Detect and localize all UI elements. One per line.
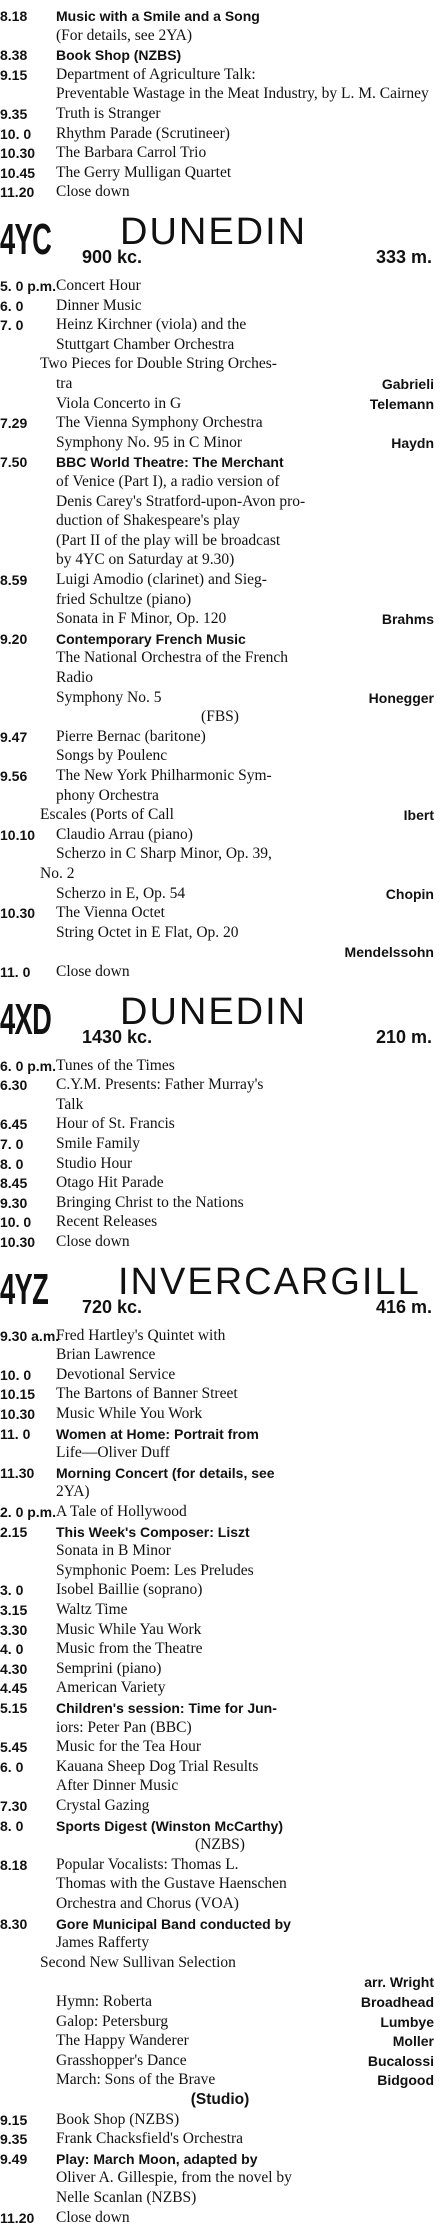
program-text: by 4YC on Saturday at 9.30) — [56, 551, 235, 569]
program-text: Crystal Gazing — [56, 1797, 150, 1814]
time-label: 7.50 — [0, 454, 28, 471]
station-header — [0, 992, 440, 1050]
schedule-row — [0, 1972, 440, 1992]
program-text: No. 2 — [40, 865, 75, 882]
program-text: Music While You Work — [56, 1405, 203, 1422]
time-label: 10.30 — [0, 1406, 36, 1422]
program-text: Viola Concerto in G — [56, 394, 182, 412]
schedule-row — [0, 648, 440, 668]
program-text: Brian Lawrence — [56, 1346, 156, 1364]
time-label: 9.35 — [0, 106, 28, 122]
program-text: The Vienna Octet — [56, 904, 165, 922]
program-text: Music with a Smile and a Song — [56, 8, 260, 24]
schedule-row — [0, 45, 440, 65]
schedule-row — [0, 1541, 440, 1561]
program-text: Close down — [56, 963, 130, 980]
program-text: Symphonic Poem: Les Preludes — [56, 1561, 254, 1579]
program-text: The Vienna Symphony Orchestra — [56, 414, 263, 432]
schedule-row — [0, 276, 440, 296]
schedule-row — [0, 570, 440, 590]
program-text: Second New Sullivan Selection — [40, 1953, 236, 1971]
composer-label: Lumbye — [380, 2013, 434, 2030]
time-label: 3.30 — [0, 1621, 28, 1638]
program-text: tra — [56, 375, 73, 392]
schedule-row — [0, 1424, 440, 1444]
schedule-row — [0, 2208, 440, 2228]
schedule-row — [0, 1737, 440, 1757]
schedule-row — [0, 394, 440, 414]
program-text: Hour of St. Francis — [56, 1115, 175, 1133]
program-text: (Part II of the play will be broadcast — [56, 531, 281, 549]
schedule-row — [0, 163, 440, 183]
time-label: 10.10 — [0, 826, 36, 843]
program-text: (For details, see 2YA) — [56, 26, 193, 44]
schedule-row — [0, 1384, 440, 1404]
schedule-row — [0, 1365, 440, 1385]
time-label: 7. 0 — [0, 1136, 24, 1152]
schedule-row — [0, 903, 440, 923]
schedule-row — [0, 746, 440, 766]
program-text: A Tale of Hollywood — [56, 1503, 187, 1520]
schedule-row — [0, 1522, 440, 1542]
station-header — [0, 1262, 440, 1320]
schedule-row — [0, 1620, 440, 1640]
program-text: Play: March Moon, adapted by — [56, 2150, 258, 2167]
schedule-row — [0, 688, 440, 708]
schedule-row — [0, 492, 440, 512]
program-text: Women at Home: Portrait from — [56, 1425, 259, 1442]
schedule-row — [0, 1193, 440, 1213]
schedule-row — [0, 1659, 440, 1679]
schedule-row — [0, 6, 440, 26]
schedule-row — [0, 668, 440, 688]
schedule-row — [0, 2051, 440, 2071]
schedule-row — [0, 590, 440, 610]
program-text: Pierre Bernac (baritone) — [56, 727, 206, 745]
station-wavelength: 333 m. — [375, 247, 432, 267]
schedule-row — [0, 1345, 440, 1365]
program-text: After Dinner Music — [56, 1777, 179, 1795]
composer-label: Gabrieli — [381, 376, 434, 392]
time-label: 11.20 — [0, 2209, 35, 2226]
schedule-row — [0, 2090, 440, 2110]
program-text: Rhythm Parade (Scrutineer) — [56, 124, 230, 142]
program-text: Two Pieces for Double String Orches- — [40, 355, 277, 373]
time-label: 10. 0 — [0, 125, 32, 142]
program-text: 2YA) — [56, 1483, 90, 1501]
time-label: 11. 0 — [0, 964, 31, 980]
time-label: 10. 0 — [0, 1214, 32, 1231]
time-label: 8. 0 — [0, 1155, 24, 1172]
program-text: Close down — [56, 2208, 130, 2226]
schedule-row — [0, 844, 440, 864]
program-text: Galop: Petersburg — [56, 2012, 169, 2030]
schedule-row — [0, 354, 440, 374]
program-text: Department of Agriculture Talk: — [56, 65, 256, 83]
time-label: 11. 0 — [0, 1425, 31, 1442]
program-text: (FBS) — [201, 708, 239, 726]
schedule-row — [0, 629, 440, 649]
program-text: Symphony No. 5 — [56, 688, 162, 706]
program-text: Songs by Poulenc — [56, 747, 168, 765]
time-label: 8.30 — [0, 1915, 28, 1932]
program-text: Orchestra and Chorus (VOA) — [56, 1895, 239, 1912]
time-label: 9.56 — [0, 768, 28, 784]
program-text: Thomas with the Gustave Haenschen — [56, 1875, 287, 1893]
schedule-row — [0, 335, 440, 355]
program-text: phony Orchestra — [56, 786, 159, 804]
schedule-row — [0, 26, 440, 46]
schedule-row — [0, 531, 440, 551]
program-text: Radio — [56, 669, 94, 686]
schedule-row — [0, 2149, 440, 2169]
program-text: Oliver A. Gillespie, from the novel by — [56, 2169, 292, 2187]
program-text: Frank Chacksfield's Orchestra — [56, 2130, 244, 2148]
station-frequency: 900 kc. — [82, 247, 143, 267]
schedule-row — [0, 1326, 440, 1346]
program-text: Gore Municipal Band conducted by — [56, 1915, 291, 1932]
time-label: 10.30 — [0, 1234, 36, 1250]
schedule-row — [0, 2070, 440, 2090]
schedule-row — [0, 2168, 440, 2188]
time-label: 3.15 — [0, 1602, 28, 1618]
time-label: 11.30 — [0, 1464, 35, 1481]
schedule-row — [0, 472, 440, 492]
program-text: The Gerry Mulligan Quartet — [56, 163, 232, 181]
station-callsign: 4XD — [0, 994, 52, 1044]
time-label: 9.30 — [0, 1194, 28, 1211]
schedule-row — [0, 2031, 440, 2051]
program-text: Truth is Stranger — [56, 105, 161, 122]
time-label: 8. 0 — [0, 1817, 24, 1834]
composer-label: Honegger — [368, 689, 434, 706]
time-label: 9.15 — [0, 66, 28, 83]
program-text: Tunes of the Times — [56, 1056, 175, 1074]
program-text: Hymn: Roberta — [56, 1993, 152, 2010]
program-text: Escales (Ports of Call — [40, 806, 174, 824]
schedule-row — [0, 1404, 440, 1424]
time-label: 8.18 — [0, 1856, 28, 1873]
schedule-row — [0, 1718, 440, 1738]
program-text: Luigi Amodio (clarinet) and Sieg- — [56, 571, 267, 588]
schedule-row — [0, 923, 440, 943]
schedule-row — [0, 1757, 440, 1777]
schedule-row — [0, 1914, 440, 1934]
schedule-row — [0, 511, 440, 531]
schedule-row — [0, 124, 440, 144]
time-label: 10.15 — [0, 1386, 36, 1403]
schedule-row — [0, 1835, 440, 1855]
program-text: Concert Hour — [56, 277, 141, 294]
schedule-row — [0, 1502, 440, 1522]
time-label: 8.18 — [0, 8, 28, 24]
schedule-row — [0, 884, 440, 904]
program-text: BBC World Theatre: The Merchant — [56, 454, 284, 471]
program-text: Semprini (piano) — [56, 1659, 162, 1677]
program-text: Music While Yau Work — [56, 1620, 202, 1638]
program-text: The Bartons of Banner Street — [56, 1385, 238, 1403]
schedule-row — [0, 1855, 440, 1875]
time-label: 7.30 — [0, 1798, 28, 1814]
program-text: James Rafferty — [56, 1934, 150, 1952]
schedule-row — [0, 2012, 440, 2032]
program-text: Recent Releases — [56, 1213, 158, 1231]
schedule-row — [0, 1232, 440, 1252]
schedule-row — [0, 609, 440, 629]
schedule-row — [0, 2110, 440, 2130]
schedule-row — [0, 143, 440, 163]
time-label: 4.45 — [0, 1680, 28, 1697]
schedule-row — [0, 1561, 440, 1581]
program-text: fried Schultze (piano) — [56, 590, 192, 608]
schedule-row — [0, 1154, 440, 1174]
schedule-row — [0, 296, 440, 316]
schedule-row — [0, 1075, 440, 1095]
schedule-row — [0, 707, 440, 727]
program-text: Otago Hit Parade — [56, 1174, 164, 1192]
program-text: duction of Shakespeare's play — [56, 512, 241, 530]
time-label: 4. 0 — [0, 1641, 24, 1658]
time-label: 6.30 — [0, 1077, 28, 1094]
time-label: 2.15 — [0, 1523, 28, 1540]
time-label: 6. 0 — [0, 297, 24, 314]
program-text: This Week's Composer: Liszt — [56, 1523, 250, 1540]
composer-label: Mendelssohn — [344, 944, 434, 961]
station-header — [0, 212, 440, 270]
schedule-row — [0, 182, 440, 202]
station-city: DUNEDIN — [120, 211, 308, 253]
schedule-row — [0, 1580, 440, 1600]
schedule-row — [0, 550, 440, 570]
program-text: Scherzo in E, Op. 54 — [56, 884, 186, 902]
time-label: 7. 0 — [0, 317, 24, 334]
time-label: 6. 0 p.m. — [0, 1057, 57, 1074]
program-text: Symphony No. 95 in C Minor — [56, 433, 243, 451]
program-text: Devotional Service — [56, 1365, 176, 1383]
program-text: The New York Philharmonic Sym- — [56, 767, 272, 784]
time-label: 9.47 — [0, 728, 28, 745]
program-text: (Studio) — [190, 2091, 250, 2108]
schedule-row — [0, 1134, 440, 1154]
schedule-row — [0, 452, 440, 472]
schedule-row — [0, 1776, 440, 1796]
program-text: Grasshopper's Dance — [56, 2051, 187, 2069]
program-text: Morning Concert (for details, see — [56, 1464, 275, 1481]
schedule-row — [0, 1698, 440, 1718]
program-text: Talk — [56, 1095, 84, 1113]
program-text: Music for the Tea Hour — [56, 1738, 201, 1756]
program-text: Nelle Scanlan (NZBS) — [56, 2189, 197, 2206]
program-text: Book Shop (NZBS) — [56, 47, 182, 64]
schedule-row — [0, 1114, 440, 1134]
schedule-row — [0, 1992, 440, 2012]
schedule-row — [0, 104, 440, 124]
time-label: 8.38 — [0, 47, 28, 64]
program-text: Music from the Theatre — [56, 1640, 203, 1658]
program-text: Bringing Christ to the Nations — [56, 1193, 244, 1211]
time-label: 9.49 — [0, 2150, 28, 2167]
program-text: (NZBS) — [195, 1836, 245, 1854]
schedule-row — [0, 1482, 440, 1502]
schedule-row — [0, 84, 440, 104]
composer-label: Haydn — [391, 434, 434, 451]
program-text: Sports Digest (Winston McCarthy) — [56, 1817, 283, 1834]
schedule-row — [0, 1874, 440, 1894]
schedule-row — [0, 1173, 440, 1193]
schedule-row — [0, 1816, 440, 1836]
schedule-row — [0, 374, 440, 394]
program-text: Contemporary French Music — [56, 630, 246, 647]
time-label: 10. 0 — [0, 1366, 32, 1383]
program-text: Sonata in F Minor, Op. 120 — [56, 610, 227, 628]
program-text: The Barbara Carrol Trio — [56, 144, 207, 162]
schedule-row — [0, 65, 440, 85]
composer-label: Bidgood — [377, 2072, 434, 2089]
time-label: 4.30 — [0, 1660, 28, 1677]
station-callsign: 4YZ — [0, 1264, 49, 1314]
schedule-row — [0, 1095, 440, 1115]
program-text: Claudio Arrau (piano) — [56, 825, 193, 843]
program-text: Fred Hartley's Quintet with — [56, 1326, 226, 1344]
composer-label: Broadhead — [360, 1994, 434, 2010]
program-text: The Happy Wanderer — [56, 2032, 189, 2050]
schedule-row — [0, 727, 440, 747]
schedule-row — [0, 2188, 440, 2208]
time-label: 8.45 — [0, 1175, 28, 1192]
time-label: 2. 0 p.m. — [0, 1504, 57, 1520]
schedule-row — [0, 1933, 440, 1953]
schedule-row — [0, 413, 440, 433]
station-wavelength: 416 m. — [375, 1296, 432, 1317]
schedule-row — [0, 1600, 440, 1620]
time-label: 9.35 — [0, 2131, 28, 2148]
station-frequency: 720 kc. — [82, 1296, 143, 1317]
program-text: Book Shop (NZBS) — [56, 2110, 180, 2128]
composer-label: Bucalossi — [367, 2052, 434, 2069]
program-text: March: Sons of the Brave — [56, 2071, 216, 2089]
time-label: 10.45 — [0, 164, 36, 181]
station-city: INVERCARGILL — [118, 1260, 421, 1303]
program-text: String Octet in E Flat, Op. 20 — [56, 923, 239, 941]
program-text: Close down — [56, 183, 130, 201]
program-text: Sonata in B Minor — [56, 1542, 171, 1560]
program-text: of Venice (Part I), a radio version of — [56, 473, 280, 490]
time-label: 10.30 — [0, 145, 36, 162]
program-text: American Variety — [56, 1679, 166, 1697]
schedule-row — [0, 1796, 440, 1816]
composer-label: Ibert — [403, 807, 434, 824]
schedule-row — [0, 1463, 440, 1483]
schedule-row — [0, 315, 440, 335]
composer-label: Moller — [392, 2033, 434, 2050]
station-wavelength: 210 m. — [375, 1026, 432, 1047]
composer-label: Telemann — [369, 395, 434, 412]
schedule-row — [0, 766, 440, 786]
time-label: 5.45 — [0, 1739, 28, 1756]
schedule-row — [0, 1953, 440, 1973]
program-text: Scherzo in C Sharp Minor, Op. 39, — [56, 845, 272, 863]
station-callsign: 4YC — [0, 215, 52, 264]
composer-label: Chopin — [385, 885, 434, 902]
schedule-row — [0, 433, 440, 453]
schedule-row — [0, 1443, 440, 1463]
program-text: Kauana Sheep Dog Trial Results — [56, 1757, 259, 1775]
schedule-row — [0, 1678, 440, 1698]
program-text: Dinner Music — [56, 296, 142, 314]
schedule-row — [0, 864, 440, 884]
program-text: Studio Hour — [56, 1154, 133, 1172]
time-label: 6. 0 — [0, 1758, 24, 1775]
composer-label: Brahms — [381, 611, 434, 628]
program-text: Denis Carey's Stratford-upon-Avon pro- — [56, 492, 306, 510]
schedule-row — [0, 786, 440, 806]
program-text: Life—Oliver Duff — [56, 1444, 170, 1462]
program-text: Popular Vocalists: Thomas L. — [56, 1855, 239, 1873]
composer-label: arr. Wright — [364, 1974, 434, 1991]
schedule-row — [0, 962, 440, 982]
program-text: Preventable Wastage in the Meat Industry, by L. M. Cairney — [56, 85, 429, 103]
station-frequency: 1430 kc. — [82, 1026, 153, 1047]
program-text: Isobel Baillie (soprano) — [56, 1581, 203, 1599]
schedule-row — [0, 1056, 440, 1076]
program-text: C.Y.M. Presents: Father Murray's — [56, 1076, 264, 1094]
program-text: Waltz Time — [56, 1601, 128, 1618]
program-text: Close down — [56, 1233, 130, 1250]
time-label: 3. 0 — [0, 1582, 24, 1599]
program-text: Heinz Kirchner (viola) and the — [56, 316, 247, 334]
program-text: The National Orchestra of the French — [56, 649, 288, 667]
program-text: Children's session: Time for Jun- — [56, 1700, 277, 1716]
schedule-row — [0, 1894, 440, 1914]
schedule-row — [0, 825, 440, 845]
time-label: 9.30 a.m. — [0, 1327, 60, 1344]
time-label: 9.15 — [0, 2111, 28, 2128]
program-text: Smile Family — [56, 1135, 140, 1152]
schedule-row — [0, 942, 440, 962]
time-label: 11.20 — [0, 184, 35, 201]
program-text: iors: Peter Pan (BBC) — [56, 1718, 192, 1736]
schedule-row — [0, 1212, 440, 1232]
time-label: 5.15 — [0, 1700, 28, 1716]
schedule-row — [0, 2129, 440, 2149]
station-city: DUNEDIN — [120, 990, 308, 1033]
time-label: 10.30 — [0, 905, 36, 922]
time-label: 8.59 — [0, 572, 28, 588]
time-label: 6.45 — [0, 1116, 28, 1133]
time-label: 9.20 — [0, 630, 28, 647]
time-label: 7.29 — [0, 415, 28, 432]
program-text: Stuttgart Chamber Orchestra — [56, 335, 235, 353]
time-label: 5. 0 p.m. — [0, 278, 57, 294]
schedule-row — [0, 805, 440, 825]
schedule-row — [0, 1639, 440, 1659]
